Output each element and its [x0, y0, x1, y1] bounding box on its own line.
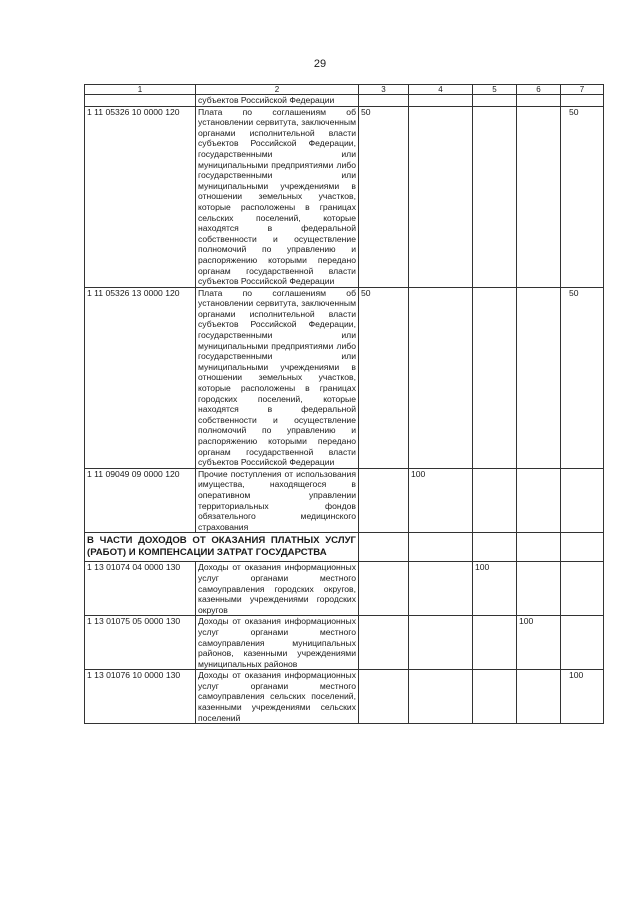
value-cell-4: 100 — [409, 468, 473, 533]
value-cell-7 — [561, 616, 604, 670]
revenue-description-cell: Доходы от оказания информационных услуг органами местного самоуправления городских округов, казенными учреждениями городских округов — [196, 562, 359, 616]
value-cell-3 — [359, 562, 409, 616]
revenue-description-cell: Плата по соглашениям об установлении сервитута, заключенным органами исполнительной власти субъектов Российской Федерации, государственными или муниципальными предприятиями либо государственными или муниципальными учреждениями в отношении земельных участков, которые расположены в границах сельских поселений, которые находятся в федеральной собственности и осуществление полномочий по управлению и распоряжению которыми передано органам государственной власти субъектов Российской Федерации — [196, 106, 359, 287]
table-row — [85, 562, 604, 616]
value-cell-4 — [409, 287, 473, 468]
value-cell-4 — [409, 616, 473, 670]
value-cell-5 — [473, 468, 517, 533]
table-row — [85, 468, 604, 533]
value-cell-6 — [517, 670, 561, 724]
revenue-table — [84, 84, 604, 724]
header-cell-1: 1 — [85, 85, 196, 95]
value-cell-3 — [359, 95, 409, 107]
revenue-description-cell: Прочие поступления от использования имущества, находящегося в оперативном управлении территориальных фондов обязательного медицинского страхования — [196, 468, 359, 533]
value-cell-4 — [409, 562, 473, 616]
value-cell-5 — [473, 95, 517, 107]
value-cell-7: 100 — [561, 670, 604, 724]
value-cell-6 — [517, 287, 561, 468]
value-cell-5: 100 — [473, 562, 517, 616]
section-heading: В ЧАСТИ ДОХОДОВ ОТ ОКАЗАНИЯ ПЛАТНЫХ УСЛУГ (РАБОТ) И КОМПЕНСАЦИИ ЗАТРАТ ГОСУДАРСТВА — [85, 533, 359, 562]
header-cell-5: 5 — [473, 85, 517, 95]
value-cell-6: 100 — [517, 616, 561, 670]
empty-cell — [561, 533, 604, 562]
revenue-code-cell: 1 11 09049 09 0000 120 — [85, 468, 196, 533]
table-row — [85, 616, 604, 670]
revenue-code-cell: 1 13 01076 10 0000 130 — [85, 670, 196, 724]
value-cell-7 — [561, 95, 604, 107]
empty-cell — [409, 533, 473, 562]
value-cell-3 — [359, 670, 409, 724]
header-cell-7: 7 — [561, 85, 604, 95]
revenue-code-cell — [85, 95, 196, 107]
table-row — [85, 287, 604, 468]
table-body — [85, 85, 604, 724]
revenue-description-cell: Доходы от оказания информационных услуг органами местного самоуправления сельских поселений, казенными учреждениями сельских поселений — [196, 670, 359, 724]
header-cell-4: 4 — [409, 85, 473, 95]
value-cell-3 — [359, 616, 409, 670]
empty-cell — [473, 533, 517, 562]
empty-cell — [517, 533, 561, 562]
value-cell-5 — [473, 287, 517, 468]
value-cell-7: 50 — [561, 287, 604, 468]
revenue-code-cell: 1 11 05326 13 0000 120 — [85, 287, 196, 468]
table-row — [85, 95, 604, 107]
value-cell-5 — [473, 106, 517, 287]
revenue-description-cell: Плата по соглашениям об установлении сервитута, заключенным органами исполнительной власти субъектов Российской Федерации, государственными или муниципальными предприятиями либо государственными или муниципальными учреждениями в отношении земельных участков, которые расположены в границах городских поселений, которые находятся в федеральной собственности и осуществление полномочий по управлению и распоряжению которыми передано органам государственной власти субъектов Российской Федерации — [196, 287, 359, 468]
revenue-code-cell: 1 13 01074 04 0000 130 — [85, 562, 196, 616]
value-cell-4 — [409, 106, 473, 287]
table-row — [85, 670, 604, 724]
table-header-row — [85, 85, 604, 95]
revenue-description-cell: субъектов Российской Федерации — [196, 95, 359, 107]
value-cell-6 — [517, 95, 561, 107]
value-cell-3: 50 — [359, 106, 409, 287]
value-cell-7 — [561, 562, 604, 616]
value-cell-5 — [473, 670, 517, 724]
value-cell-7 — [561, 468, 604, 533]
section-heading-row — [85, 533, 604, 562]
value-cell-6 — [517, 562, 561, 616]
value-cell-4 — [409, 95, 473, 107]
revenue-code-cell: 1 11 05326 10 0000 120 — [85, 106, 196, 287]
header-cell-3: 3 — [359, 85, 409, 95]
value-cell-6 — [517, 468, 561, 533]
empty-cell — [359, 533, 409, 562]
value-cell-6 — [517, 106, 561, 287]
revenue-description-cell: Доходы от оказания информационных услуг органами местного самоуправления муниципальных районов, казенными учреждениями муниципальных районов — [196, 616, 359, 670]
header-cell-6: 6 — [517, 85, 561, 95]
table-row — [85, 106, 604, 287]
value-cell-5 — [473, 616, 517, 670]
value-cell-3: 50 — [359, 287, 409, 468]
page-number: 29 — [313, 58, 327, 70]
value-cell-4 — [409, 670, 473, 724]
header-cell-2: 2 — [196, 85, 359, 95]
value-cell-7: 50 — [561, 106, 604, 287]
value-cell-3 — [359, 468, 409, 533]
revenue-code-cell: 1 13 01075 05 0000 130 — [85, 616, 196, 670]
